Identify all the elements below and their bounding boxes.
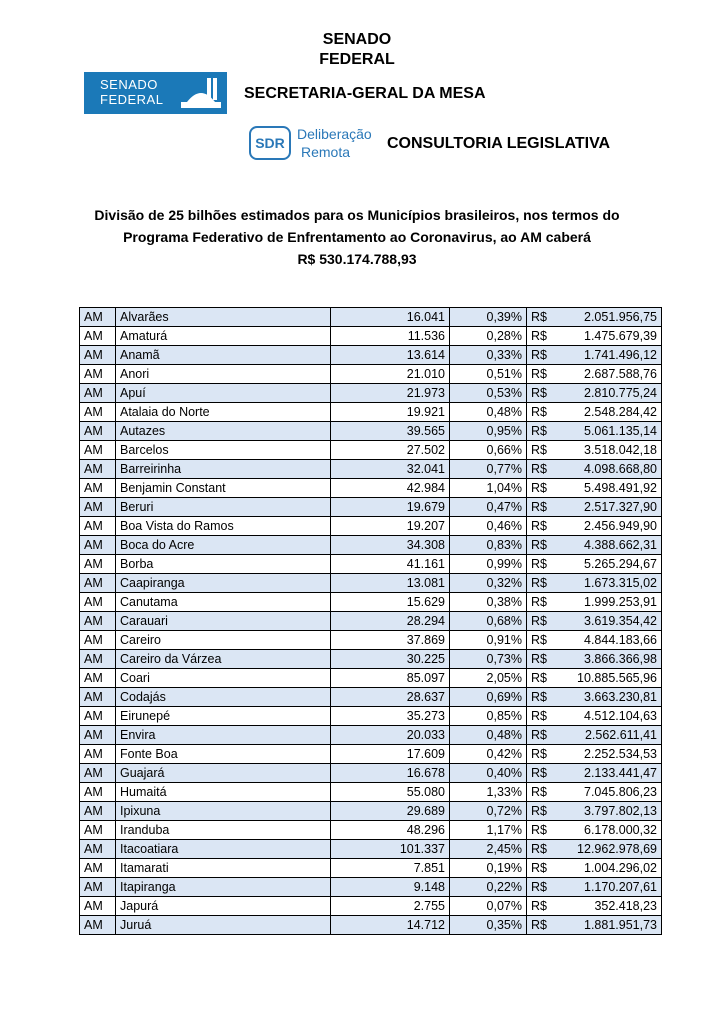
currency-symbol-cell: R$ — [527, 327, 562, 346]
percentage-cell: 0,32% — [450, 574, 527, 593]
municipality-name-cell: Iranduba — [116, 821, 331, 840]
amount-cell: 1.881.951,73 — [562, 916, 662, 935]
municipality-name-cell: Codajás — [116, 688, 331, 707]
amount-cell: 2.810.775,24 — [562, 384, 662, 403]
table-row — [80, 536, 662, 555]
percentage-cell: 0,77% — [450, 460, 527, 479]
population-cell: 48.296 — [331, 821, 450, 840]
currency-symbol-cell: R$ — [527, 460, 562, 479]
population-cell: 85.097 — [331, 669, 450, 688]
currency-symbol-cell: R$ — [527, 859, 562, 878]
population-cell: 20.033 — [331, 726, 450, 745]
table-row — [80, 726, 662, 745]
amount-cell: 12.962.978,69 — [562, 840, 662, 859]
senado-logo-text — [100, 77, 163, 107]
table-row — [80, 479, 662, 498]
table-row — [80, 498, 662, 517]
percentage-cell: 0,51% — [450, 365, 527, 384]
senado-title-line2: FEDERAL — [319, 51, 395, 68]
table-row — [80, 422, 662, 441]
population-cell: 32.041 — [331, 460, 450, 479]
population-cell: 13.614 — [331, 346, 450, 365]
table-row — [80, 612, 662, 631]
percentage-cell: 2,05% — [450, 669, 527, 688]
table-row — [80, 574, 662, 593]
amount-cell: 3.797.802,13 — [562, 802, 662, 821]
table-row — [80, 346, 662, 365]
currency-symbol-cell: R$ — [527, 517, 562, 536]
amount-cell: 5.061.135,14 — [562, 422, 662, 441]
percentage-cell: 0,73% — [450, 650, 527, 669]
currency-symbol-cell: R$ — [527, 669, 562, 688]
state-cell: AM — [80, 783, 116, 802]
state-cell: AM — [80, 593, 116, 612]
population-cell: 41.161 — [331, 555, 450, 574]
population-cell: 39.565 — [331, 422, 450, 441]
population-cell: 21.010 — [331, 365, 450, 384]
intro-line2: Programa Federativo de Enfrentamento ao Coronavirus, ao AM caberá — [123, 229, 591, 245]
sdr-text-line1: Deliberação — [297, 126, 372, 142]
population-cell: 19.679 — [331, 498, 450, 517]
percentage-cell: 0,35% — [450, 916, 527, 935]
sdr-logo — [249, 124, 385, 164]
sdr-text-line2: Remota — [301, 144, 351, 160]
table-row — [80, 688, 662, 707]
percentage-cell: 1,04% — [450, 479, 527, 498]
percentage-cell: 0,42% — [450, 745, 527, 764]
amount-cell: 1.475.679,39 — [562, 327, 662, 346]
amount-cell: 7.045.806,23 — [562, 783, 662, 802]
table-row — [80, 517, 662, 536]
percentage-cell: 1,33% — [450, 783, 527, 802]
population-cell: 9.148 — [331, 878, 450, 897]
state-cell: AM — [80, 346, 116, 365]
municipality-name-cell: Humaitá — [116, 783, 331, 802]
population-cell: 15.629 — [331, 593, 450, 612]
table-row — [80, 441, 662, 460]
percentage-cell: 0,46% — [450, 517, 527, 536]
currency-symbol-cell: R$ — [527, 726, 562, 745]
table-row — [80, 669, 662, 688]
table-row — [80, 403, 662, 422]
municipality-name-cell: Benjamin Constant — [116, 479, 331, 498]
municipality-name-cell: Beruri — [116, 498, 331, 517]
percentage-cell: 0,28% — [450, 327, 527, 346]
amount-cell: 2.252.534,53 — [562, 745, 662, 764]
state-cell: AM — [80, 498, 116, 517]
municipality-table — [79, 307, 662, 935]
percentage-cell: 0,53% — [450, 384, 527, 403]
municipality-name-cell: Boca do Acre — [116, 536, 331, 555]
currency-symbol-cell: R$ — [527, 897, 562, 916]
percentage-cell: 0,33% — [450, 346, 527, 365]
population-cell: 11.536 — [331, 327, 450, 346]
percentage-cell: 0,22% — [450, 878, 527, 897]
municipality-name-cell: Atalaia do Norte — [116, 403, 331, 422]
population-cell: 27.502 — [331, 441, 450, 460]
percentage-cell: 0,40% — [450, 764, 527, 783]
table-row — [80, 308, 662, 327]
state-cell: AM — [80, 612, 116, 631]
currency-symbol-cell: R$ — [527, 346, 562, 365]
population-cell: 16.041 — [331, 308, 450, 327]
currency-symbol-cell: R$ — [527, 574, 562, 593]
table-row — [80, 897, 662, 916]
municipality-name-cell: Borba — [116, 555, 331, 574]
table-row — [80, 802, 662, 821]
currency-symbol-cell: R$ — [527, 745, 562, 764]
percentage-cell: 0,47% — [450, 498, 527, 517]
municipality-name-cell: Fonte Boa — [116, 745, 331, 764]
amount-cell: 10.885.565,96 — [562, 669, 662, 688]
municipality-name-cell: Barcelos — [116, 441, 331, 460]
currency-symbol-cell: R$ — [527, 916, 562, 935]
population-cell: 19.207 — [331, 517, 450, 536]
state-cell: AM — [80, 669, 116, 688]
currency-symbol-cell: R$ — [527, 536, 562, 555]
table-row — [80, 707, 662, 726]
municipality-name-cell: Anori — [116, 365, 331, 384]
table-row — [80, 650, 662, 669]
municipality-name-cell: Japurá — [116, 897, 331, 916]
municipality-name-cell: Juruá — [116, 916, 331, 935]
population-cell: 42.984 — [331, 479, 450, 498]
municipality-name-cell: Ipixuna — [116, 802, 331, 821]
amount-cell: 3.866.366,98 — [562, 650, 662, 669]
state-cell: AM — [80, 327, 116, 346]
population-cell: 28.294 — [331, 612, 450, 631]
currency-symbol-cell: R$ — [527, 384, 562, 403]
amount-cell: 3.619.354,42 — [562, 612, 662, 631]
amount-cell: 2.456.949,90 — [562, 517, 662, 536]
state-cell: AM — [80, 441, 116, 460]
state-cell: AM — [80, 384, 116, 403]
table-row — [80, 460, 662, 479]
municipality-name-cell: Caapiranga — [116, 574, 331, 593]
population-cell: 37.869 — [331, 631, 450, 650]
currency-symbol-cell: R$ — [527, 878, 562, 897]
state-cell: AM — [80, 460, 116, 479]
currency-symbol-cell: R$ — [527, 840, 562, 859]
municipality-name-cell: Amaturá — [116, 327, 331, 346]
table-row — [80, 745, 662, 764]
amount-cell: 1.741.496,12 — [562, 346, 662, 365]
currency-symbol-cell: R$ — [527, 821, 562, 840]
table-row — [80, 859, 662, 878]
currency-symbol-cell: R$ — [527, 593, 562, 612]
population-cell: 13.081 — [331, 574, 450, 593]
amount-cell: 2.517.327,90 — [562, 498, 662, 517]
amount-cell: 1.004.296,02 — [562, 859, 662, 878]
population-cell: 35.273 — [331, 707, 450, 726]
state-cell: AM — [80, 840, 116, 859]
state-cell: AM — [80, 574, 116, 593]
table-row — [80, 840, 662, 859]
population-cell: 55.080 — [331, 783, 450, 802]
percentage-cell: 0,91% — [450, 631, 527, 650]
table-row — [80, 764, 662, 783]
table-row — [80, 384, 662, 403]
amount-cell: 6.178.000,32 — [562, 821, 662, 840]
currency-symbol-cell: R$ — [527, 555, 562, 574]
state-cell: AM — [80, 745, 116, 764]
amount-cell: 2.562.611,41 — [562, 726, 662, 745]
currency-symbol-cell: R$ — [527, 650, 562, 669]
amount-cell: 5.498.491,92 — [562, 479, 662, 498]
amount-cell: 2.548.284,42 — [562, 403, 662, 422]
senado-federal-logo — [84, 72, 227, 114]
amount-cell: 4.844.183,66 — [562, 631, 662, 650]
intro-text — [60, 204, 654, 270]
municipality-name-cell: Itamarati — [116, 859, 331, 878]
percentage-cell: 0,48% — [450, 403, 527, 422]
state-cell: AM — [80, 897, 116, 916]
table-row — [80, 821, 662, 840]
state-cell: AM — [80, 707, 116, 726]
percentage-cell: 0,72% — [450, 802, 527, 821]
state-cell: AM — [80, 650, 116, 669]
state-cell: AM — [80, 308, 116, 327]
population-cell: 21.973 — [331, 384, 450, 403]
population-cell: 101.337 — [331, 840, 450, 859]
currency-symbol-cell: R$ — [527, 308, 562, 327]
currency-symbol-cell: R$ — [527, 688, 562, 707]
intro-total: R$ 530.174.788,93 — [297, 251, 417, 267]
municipality-name-cell: Carauari — [116, 612, 331, 631]
percentage-cell: 0,38% — [450, 593, 527, 612]
currency-symbol-cell: R$ — [527, 422, 562, 441]
state-cell: AM — [80, 403, 116, 422]
currency-symbol-cell: R$ — [527, 783, 562, 802]
municipality-name-cell: Itapiranga — [116, 878, 331, 897]
amount-cell: 4.098.668,80 — [562, 460, 662, 479]
currency-symbol-cell: R$ — [527, 441, 562, 460]
percentage-cell: 0,66% — [450, 441, 527, 460]
table-row — [80, 878, 662, 897]
amount-cell: 4.388.662,31 — [562, 536, 662, 555]
senado-logo-line1: SENADO — [100, 77, 158, 92]
currency-symbol-cell: R$ — [527, 631, 562, 650]
population-cell: 29.689 — [331, 802, 450, 821]
state-cell: AM — [80, 422, 116, 441]
table-row — [80, 631, 662, 650]
amount-cell: 3.518.042,18 — [562, 441, 662, 460]
municipality-name-cell: Canutama — [116, 593, 331, 612]
percentage-cell: 2,45% — [450, 840, 527, 859]
municipality-name-cell: Itacoatiara — [116, 840, 331, 859]
senado-logo-line2: FEDERAL — [100, 92, 164, 107]
sdr-abbrev: SDR — [249, 126, 291, 160]
amount-cell: 1.999.253,91 — [562, 593, 662, 612]
percentage-cell: 0,68% — [450, 612, 527, 631]
senado-title — [0, 30, 714, 70]
state-cell: AM — [80, 878, 116, 897]
population-cell: 34.308 — [331, 536, 450, 555]
currency-symbol-cell: R$ — [527, 764, 562, 783]
population-cell: 16.678 — [331, 764, 450, 783]
currency-symbol-cell: R$ — [527, 365, 562, 384]
population-cell: 28.637 — [331, 688, 450, 707]
percentage-cell: 0,07% — [450, 897, 527, 916]
municipality-name-cell: Eirunepé — [116, 707, 331, 726]
percentage-cell: 0,95% — [450, 422, 527, 441]
percentage-cell: 0,69% — [450, 688, 527, 707]
currency-symbol-cell: R$ — [527, 403, 562, 422]
intro-line1: Divisão de 25 bilhões estimados para os Municípios brasileiros, nos termos do — [94, 207, 620, 223]
state-cell: AM — [80, 688, 116, 707]
municipality-name-cell: Coari — [116, 669, 331, 688]
percentage-cell: 0,99% — [450, 555, 527, 574]
currency-symbol-cell: R$ — [527, 612, 562, 631]
state-cell: AM — [80, 802, 116, 821]
senado-title-line1: SENADO — [322, 31, 392, 48]
percentage-cell: 0,39% — [450, 308, 527, 327]
municipality-name-cell: Barreirinha — [116, 460, 331, 479]
table-row — [80, 783, 662, 802]
table-row — [80, 916, 662, 935]
state-cell: AM — [80, 726, 116, 745]
amount-cell: 2.687.588,76 — [562, 365, 662, 384]
state-cell: AM — [80, 365, 116, 384]
population-cell: 30.225 — [331, 650, 450, 669]
percentage-cell: 0,19% — [450, 859, 527, 878]
population-cell: 2.755 — [331, 897, 450, 916]
currency-symbol-cell: R$ — [527, 707, 562, 726]
amount-cell: 1.170.207,61 — [562, 878, 662, 897]
state-cell: AM — [80, 517, 116, 536]
population-cell: 17.609 — [331, 745, 450, 764]
congress-dome-icon — [181, 78, 221, 108]
table-row — [80, 593, 662, 612]
consultoria-heading: CONSULTORIA LEGISLATIVA — [387, 135, 611, 152]
amount-cell: 2.133.441,47 — [562, 764, 662, 783]
state-cell: AM — [80, 536, 116, 555]
percentage-cell: 0,85% — [450, 707, 527, 726]
state-cell: AM — [80, 555, 116, 574]
state-cell: AM — [80, 859, 116, 878]
amount-cell: 2.051.956,75 — [562, 308, 662, 327]
municipality-name-cell: Alvarães — [116, 308, 331, 327]
municipality-name-cell: Anamã — [116, 346, 331, 365]
currency-symbol-cell: R$ — [527, 498, 562, 517]
state-cell: AM — [80, 631, 116, 650]
state-cell: AM — [80, 479, 116, 498]
municipality-name-cell: Careiro — [116, 631, 331, 650]
amount-cell: 4.512.104,63 — [562, 707, 662, 726]
percentage-cell: 1,17% — [450, 821, 527, 840]
secretaria-geral-heading: SECRETARIA-GERAL DA MESA — [244, 85, 486, 102]
currency-symbol-cell: R$ — [527, 802, 562, 821]
municipality-table-body — [80, 308, 662, 935]
municipality-name-cell: Careiro da Várzea — [116, 650, 331, 669]
municipality-name-cell: Boa Vista do Ramos — [116, 517, 331, 536]
state-cell: AM — [80, 764, 116, 783]
amount-cell: 5.265.294,67 — [562, 555, 662, 574]
state-cell: AM — [80, 821, 116, 840]
state-cell: AM — [80, 916, 116, 935]
currency-symbol-cell: R$ — [527, 479, 562, 498]
municipality-name-cell: Autazes — [116, 422, 331, 441]
amount-cell: 1.673.315,02 — [562, 574, 662, 593]
table-row — [80, 365, 662, 384]
table-row — [80, 327, 662, 346]
population-cell: 19.921 — [331, 403, 450, 422]
municipality-name-cell: Apuí — [116, 384, 331, 403]
percentage-cell: 0,48% — [450, 726, 527, 745]
table-row — [80, 555, 662, 574]
amount-cell: 3.663.230,81 — [562, 688, 662, 707]
municipality-name-cell: Envira — [116, 726, 331, 745]
percentage-cell: 0,83% — [450, 536, 527, 555]
amount-cell: 352.418,23 — [562, 897, 662, 916]
population-cell: 7.851 — [331, 859, 450, 878]
municipality-name-cell: Guajará — [116, 764, 331, 783]
population-cell: 14.712 — [331, 916, 450, 935]
